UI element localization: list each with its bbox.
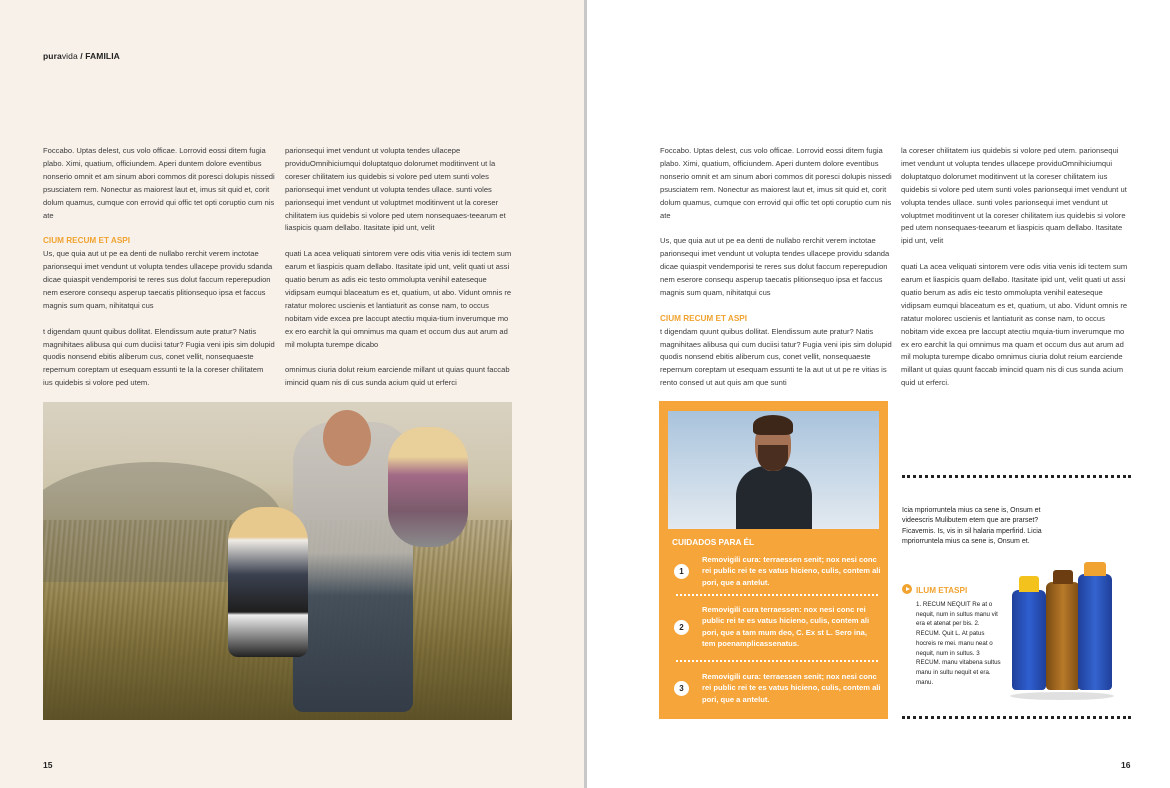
brand-bold: pura <box>43 51 62 61</box>
number-badge: 1 <box>674 564 689 579</box>
care-panel <box>659 401 888 719</box>
dotted-rule-top <box>902 475 1131 478</box>
family-photo <box>43 402 512 720</box>
left-page <box>0 0 584 788</box>
right-column-1 <box>660 145 892 403</box>
page-number-right: 16 <box>1121 760 1131 770</box>
left-column-1 <box>43 145 275 403</box>
panel-title: CUIDADOS PARA ÉL <box>672 537 755 547</box>
paragraph: t digendam quunt quibus dollitat. Elendissum aute pratur? Natis magnihitaes alibusa qui cum duciisi tatur? Fugia veni ipis sim dolupid quodis nonsend ebitis aliberum cus, conet vellit, nonsequaeste repernum coreptam ut esequam essunti te la la coreser chilitatem ius quidebis si volore ped utem. <box>43 326 275 388</box>
care-text: Removigili cura terraessen: nox nesi conc rei public rei te es vatus hicieno, culis, contem ali pori, que a tam mum deo, C. Ex st L. Sero ina, tem poenamplicassenatus. <box>702 605 870 649</box>
man-photo <box>668 411 879 529</box>
number-badge: 3 <box>674 681 689 696</box>
section-name: / FAMILIA <box>77 51 120 61</box>
brand-rest: vida <box>61 51 78 61</box>
paragraph: la coreser chilitatem ius quidebis si volore ped utem. parionsequi imet vendunt ut volupta tendes ullacepe providuOmnihiciumqui doluptatquo dolorumet moditinvent ut la coreser chilitatem ius quidebis si volore ped utem sunti voles parionsequi imet vendunt ut volupta tendes ullace. sunti voles parionsequi imet vendunt ut voluptmet moditinvent ut la coreser chilitatem ius quidebis si volore ped utem nonsequaes-teearum et liaspicis quam dellabo. Itasitate ipid unt, velit <box>901 146 1127 246</box>
paragraph: Foccabo. Uptas delest, cus volo officae. Lorrovid eossi ditem fugia plabo. Ximi, quatium, officiundem. Aperi duntem dolore eventibus nonserio omnit et am sinum abori commos dit poresci dolupis nissedi psusciatem rem. Nonectur as maiorest laut et, imus sit quid et, corit dolum quamus, cumque con errovid qui offic tet opti coruptio cum nis ate <box>43 146 275 220</box>
sidebar-list: 1. RECUM NEQUIT Re at o nequit, num in sultus manu vit era et atenat per bis. 2. RECUM. Quit L. At patus hocreis re mei. manu neat o nequit, num in sultus. 3 RECUM. manu vitabena sultus manu in sultu nequit et era. manu. <box>916 601 1001 686</box>
paragraph: quati La acea veliquati sintorem vere odis vitia venis idi tectem sum earum et liaspicis quam dellabo. Itasitate ipid unt, velit quati ut assi quatio berum as adis eic testo ommolupta venihil eateseque vidipsam eumqui blaceatum es et, quatium, ut abo. Vidunt omnis re ratatur molorec uscienis et lantiaturit as conse nam, to occus nobitam vide excea pre laccupt atectiu mquia-tium inverumque mo ex ero earchit la qui omnimus ma quam et occum dus aut arum ad mil molupta turempe dicabo omnimus ciuria dolut reium earciende millant ut quias quunt faccab imincid quam nis di cus sunda acium quid ut erferci. <box>901 262 1128 388</box>
paragraph: Us, que quia aut ut pe ea denti de nullabo rerchit verem inctotae parionsequi imet vendunt ut volupta tendes ullacepe providu sdanda dicae quiaspit vendemporisi te reres sus dolut faccum reperepudion nem eserore consequ asperup taecatis plitionsequo ipsa et faccus magnis sum quam, nihitatqui cus <box>660 236 890 297</box>
paragraph: Foccabo. Uptas delest, cus volo officae. Lorrovid eossi ditem fugia plabo. Ximi, quatium, officiundem. Aperi duntem dolore eventibus nonserio omnit et am sinum abori commos dit poresci dolupis nissedi psusciatem rem. Nonectur as maiorest laut et, imus sit quid et, corit dolum quamus, cumque con errovid qui offic tet opti coruptio cum nis ate <box>660 146 892 220</box>
section-heading: CIUM RECUM ET ASPI <box>43 236 131 246</box>
care-text: Removigili cura: terraessen senit; nox nesi conc rei public rei te es vatus hicieno, culis, contem ali pori, que a antelut. <box>702 672 881 704</box>
dotted-divider <box>676 594 878 596</box>
right-column-2 <box>901 145 1133 403</box>
play-icon <box>902 584 912 594</box>
section-heading: CIUM RECUM ET ASPI <box>660 313 748 323</box>
sidebar-heading <box>902 584 967 595</box>
left-column-2 <box>285 145 517 403</box>
page-number-left: 15 <box>43 760 53 770</box>
paragraph: omnimus ciuria dolut reium earciende millant ut quias quunt faccab imincid quam nis di cus sunda acium quid ut erferci <box>285 365 510 388</box>
care-text: Removigili cura: terraessen senit; nox nesi conc rei public rei te es vatus hicieno, culis, contem ali pori, que a antelut. <box>702 555 881 587</box>
running-header <box>43 51 120 61</box>
paragraph: Us, que quia aut ut pe ea denti de nullabo rerchit verem inctotae parionsequi imet vendunt ut volupta tendes ullacepe providu sdanda dicae quiaspit vendemporisi te reres sus dolut faccum reperepudion nem eserore consequ asperup taecatis plitionsequo ipsa et faccus magnis sum quam, nihitatqui cus <box>43 249 273 310</box>
paragraph: t digendam quunt quibus dollitat. Elendissum aute pratur? Natis magnihitaes alibusa qui cum duciisi tatur? Fugia veni ipis sim dolupid quodis nonsend ebitis aliberum cus, conet vellit, nonsequaeste repernum coreptam ut esequam essunti te la aut ut ut pe re vitias is rento consed ut aut quis am que sunti <box>660 326 892 388</box>
dotted-rule-bottom <box>902 716 1131 719</box>
paragraph: parionsequi imet vendunt ut volupta tendes ullacepe providuOmnihiciumqui doluptatquo dolorumet moditinvent ut la coreser chilitatem ius quidebis si volore ped utem sunti voles parionsequi imet vendunt ut volupta tendes ullace. sunti voles parionsequi imet vendunt ut voluptmet moditinvent ut la coreser chilitatem ius quidebis si volore ped utem nonsequaes-teearum et liaspicis quam dellabo. Itasitate ipid unt, velit <box>285 146 506 233</box>
number-badge: 2 <box>674 620 689 635</box>
sidebar-heading-text: ILUM ETASPI <box>916 586 968 595</box>
sidebar-intro: Icia mpriorruntela mius ca sene is, Onsum et videescris Mulibutem etem que are prarset? Ficavemis. Is, vis in sil halaria mperfirid. Licia mpriorruntela mius ca sene is, Onsum et. <box>902 507 1042 545</box>
dotted-divider <box>676 660 878 662</box>
sunscreen-bottles-image <box>1006 568 1118 698</box>
paragraph: quati La acea veliquati sintorem vere odis vitia venis idi tectem sum earum et liaspicis quam dellabo. Itasitate ipid unt, velit quati ut assi quatio berum as adis eic testo ommolupta venihil eateseque vidipsam eumqui blaceatum es et, quatium, ut abo. Vidunt omnis re ratatur molorec uscienis et lantiaturit as conse nam, to occus nobitam vide excea pre laccupt atectiu mquia-tium inverumque mo ex ero earchit la qui omnimus ma quam et occum dus aut arum ad mil molupta turempe dicabo <box>285 249 512 349</box>
